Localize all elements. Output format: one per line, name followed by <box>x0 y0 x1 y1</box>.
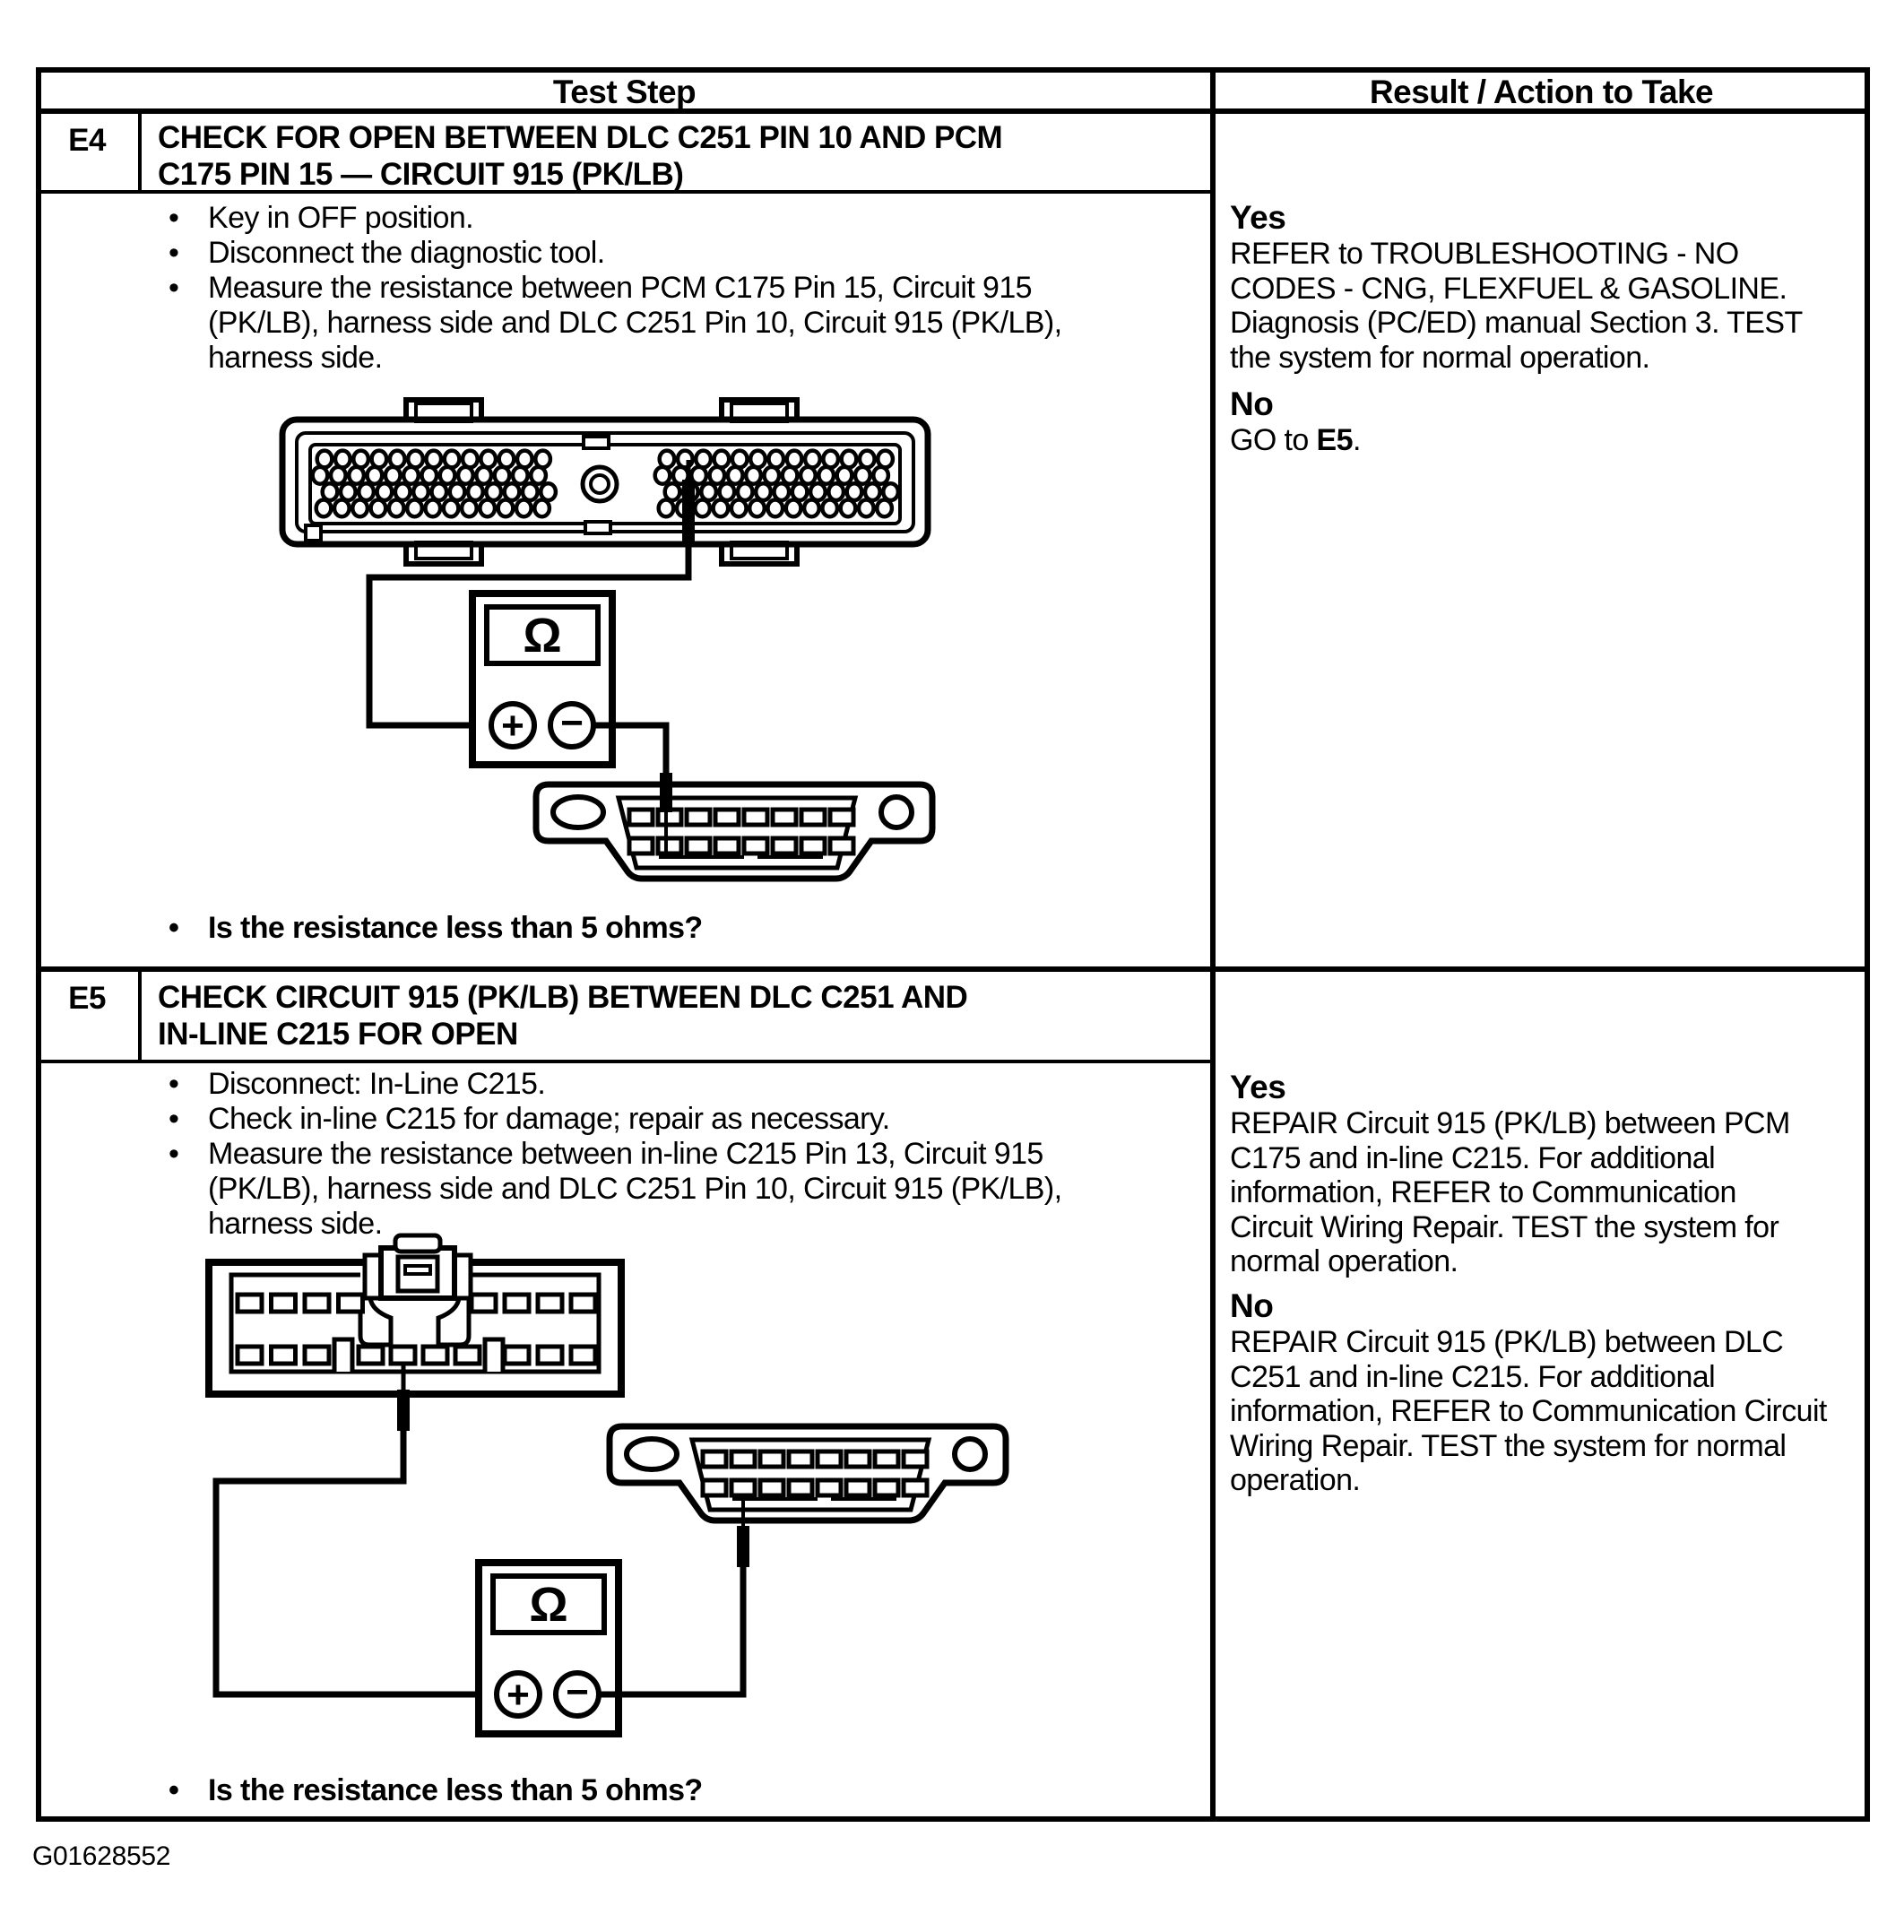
e4-yes-label: Yes <box>1230 199 1286 236</box>
table-border-top <box>36 67 1870 73</box>
test-lead-positive <box>216 1431 497 1694</box>
minus-icon: − <box>560 701 584 745</box>
column-header-test-step: Test Step <box>552 74 697 110</box>
e5-label-divider <box>138 972 142 1060</box>
table-border-right <box>1865 67 1870 1822</box>
inline-pin-row-bottom-right <box>505 1347 595 1364</box>
e5-yes-action: REPAIR Circuit 915 (PK/LB) between PCM C175 and in-line C215. For additional information, REFER to Communication Circuit Wiring Repair. TEST the system for normal operation. <box>1230 1106 1790 1278</box>
e4-wiring-diagram <box>41 394 1207 897</box>
pcm-center-hole <box>583 467 617 501</box>
plus-icon: + <box>506 1673 530 1717</box>
e5-wiring-diagram <box>41 1233 1207 1798</box>
dlc-connector <box>610 1426 1006 1520</box>
e4-no-label: No <box>1230 386 1274 422</box>
pcm-connector <box>282 400 928 564</box>
plus-icon: + <box>501 704 524 748</box>
list-item: • Check in-line C215 for damage; repair as necessary. <box>160 1102 1091 1137</box>
inline-c215-connector <box>209 1235 621 1394</box>
figure-id: G01628552 <box>32 1841 171 1871</box>
bullet-icon: • <box>169 1137 179 1171</box>
column-header-result-action: Result / Action to Take <box>1369 74 1714 110</box>
list-item: • Measure the resistance between PCM C175 Pin 15, Circuit 915 (PK/LB), harness side and DLC C251 Pin 10, Circuit 915 (PK/LB), harness side. <box>160 271 1091 376</box>
e4-label-divider <box>138 114 142 194</box>
bullet-icon: • <box>169 201 179 235</box>
e4-question: • Is the resistance less than 5 ohms? <box>160 911 1091 946</box>
bullet-icon: • <box>169 236 179 270</box>
step-title-e4: CHECK FOR OPEN BETWEEN DLC C251 PIN 10 AND PCM C175 PIN 15 — CIRCUIT 915 (PK/LB) <box>158 120 1003 192</box>
e4-procedure-list <box>160 201 1091 376</box>
step-id-e4: E4 <box>68 123 106 158</box>
e5-no-label: No <box>1230 1287 1274 1324</box>
list-item: • Measure the resistance between in-line C215 Pin 13, Circuit 915 (PK/LB), harness side and DLC C251 Pin 10, Circuit 915 (PK/LB), harness side. <box>160 1137 1091 1242</box>
latch-tab <box>395 1235 440 1252</box>
bullet-icon: • <box>169 1102 179 1136</box>
e5-question: • Is the resistance less than 5 ohms? <box>160 1773 1091 1808</box>
bullet-icon: • <box>169 911 179 945</box>
list-item: • Key in OFF position. <box>160 201 1091 236</box>
list-item: • Disconnect the diagnostic tool. <box>160 236 1091 271</box>
ohm-symbol: Ω <box>523 609 562 663</box>
bullet-icon: • <box>169 271 179 305</box>
table-border-bottom <box>36 1816 1870 1822</box>
list-item: • Disconnect: In-Line C215. <box>160 1067 1091 1102</box>
minus-icon: − <box>566 1670 589 1714</box>
probe-tip <box>682 480 695 544</box>
bullet-icon: • <box>169 1773 179 1807</box>
inline-pin-row-bottom-left <box>238 1347 329 1364</box>
e5-procedure-list <box>160 1067 1091 1242</box>
column-divider <box>1210 67 1216 1822</box>
goto-step-ref: E5 <box>1316 423 1353 457</box>
e5-row-top-rule <box>36 966 1870 972</box>
probe-tip <box>660 773 672 812</box>
probe-tip <box>737 1526 749 1567</box>
ohm-symbol: Ω <box>529 1578 568 1632</box>
dlc-connector <box>536 784 932 879</box>
step-title-e5: CHECK CIRCUIT 915 (PK/LB) BETWEEN DLC C251 AND IN-LINE C215 FOR OPEN <box>158 980 968 1052</box>
e5-yes-label: Yes <box>1230 1069 1286 1105</box>
e5-title-bottom-rule <box>36 1060 1210 1063</box>
step-id-e5: E5 <box>68 981 106 1016</box>
probe-tip <box>397 1390 410 1431</box>
e4-yes-action: REFER to TROUBLESHOOTING - NO CODES - CNG, FLEXFUEL & GASOLINE. Diagnosis (PC/ED) manual Section 3. TEST the system for normal operation. <box>1230 237 1803 375</box>
bullet-icon: • <box>169 1067 179 1101</box>
e5-no-action: REPAIR Circuit 915 (PK/LB) between DLC C251 and in-line C215. For additional information, REFER to Communication Circuit Wiring Repair. TEST the system for normal operation. <box>1230 1325 1827 1497</box>
e4-no-action: GO to E5. <box>1230 423 1361 457</box>
